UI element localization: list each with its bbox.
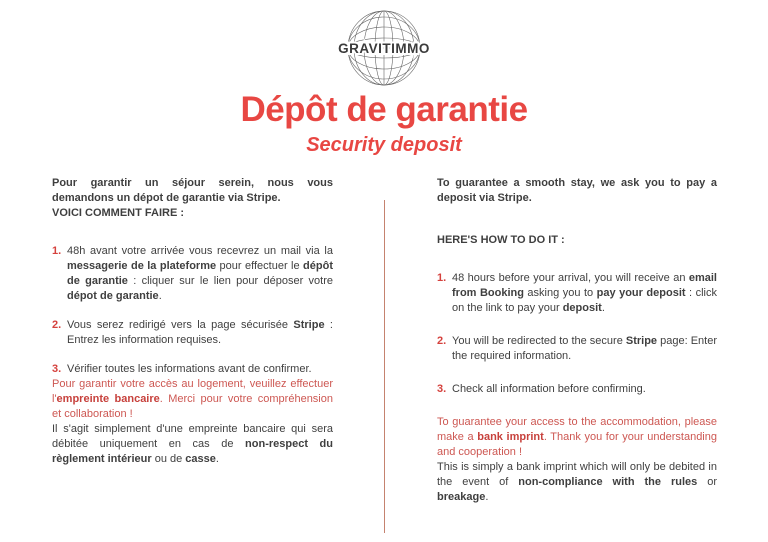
- intro-paragraph: To guarantee a smooth stay, we ask you to pay a deposit via Stripe.: [437, 177, 717, 204]
- brand-name: GRAVITIMMO: [338, 41, 430, 56]
- footer-paragraph: This is simply a bank imprint which will only be debited in the event of non-compliance with the rules or breakage.: [437, 461, 718, 503]
- globe-icon: [329, 8, 439, 90]
- column-divider: [384, 200, 385, 533]
- step-item: [52, 362, 333, 377]
- section-heading: VOICI COMMENT FAIRE :: [52, 207, 184, 219]
- step-number: 3.: [52, 363, 62, 375]
- page-subtitle: Security deposit: [306, 134, 462, 156]
- step-text: 48 hours before your arrival, you will receive an email from Booking asking you to pay your deposit : click on the link to pay your deposit.: [452, 272, 717, 314]
- steps-list: [437, 271, 717, 397]
- step-number: 1.: [52, 245, 62, 257]
- step-number: 2.: [437, 335, 447, 347]
- section-heading: HERE'S HOW TO DO IT :: [437, 234, 565, 246]
- brand-logo: [329, 8, 439, 90]
- step-item: [437, 271, 717, 316]
- step-number: 1.: [437, 272, 447, 284]
- notice-paragraph: Pour garantir votre accès au logement, veuillez effectuer l'empreinte bancaire. Merci pour votre compréhension et collaboration !: [52, 378, 333, 420]
- notice-paragraph: To guarantee your access to the accommodation, please make a bank imprint. Thank you for your understanding and cooperation !: [437, 416, 717, 458]
- page-title: Dépôt de garantie: [240, 90, 528, 129]
- footer-paragraph: Il s'agit simplement d'une empreinte bancaire qui sera débitée uniquement en cas de non-respect du règlement intérieur ou de casse.: [52, 423, 333, 465]
- step-text: 48h avant votre arrivée vous recevrez un mail via la messagerie de la plateforme pour effectuer le dépôt de garantie : cliquer sur le lien pour déposer votre dépot de garantie.: [67, 245, 333, 302]
- step-text: You will be redirected to the secure Stripe page: Enter the required information.: [452, 335, 717, 362]
- intro-paragraph: Pour garantir un séjour serein, nous vous demandons un dépot de garantie via Stripe.: [52, 177, 333, 204]
- step-item: [437, 334, 717, 364]
- steps-list: [52, 244, 333, 377]
- step-item: [52, 318, 333, 348]
- step-text: Vous serez redirigé vers la page sécurisée Stripe : Entrez les information requises.: [67, 319, 333, 346]
- step-number: 2.: [52, 319, 62, 331]
- step-text: Check all information before confirming.: [452, 383, 646, 395]
- step-number: 3.: [437, 383, 447, 395]
- french-column: [52, 176, 333, 467]
- step-item: [437, 382, 717, 397]
- step-text: Vérifier toutes les informations avant de confirmer.: [67, 363, 312, 375]
- english-column: [437, 176, 717, 505]
- step-item: [52, 244, 333, 304]
